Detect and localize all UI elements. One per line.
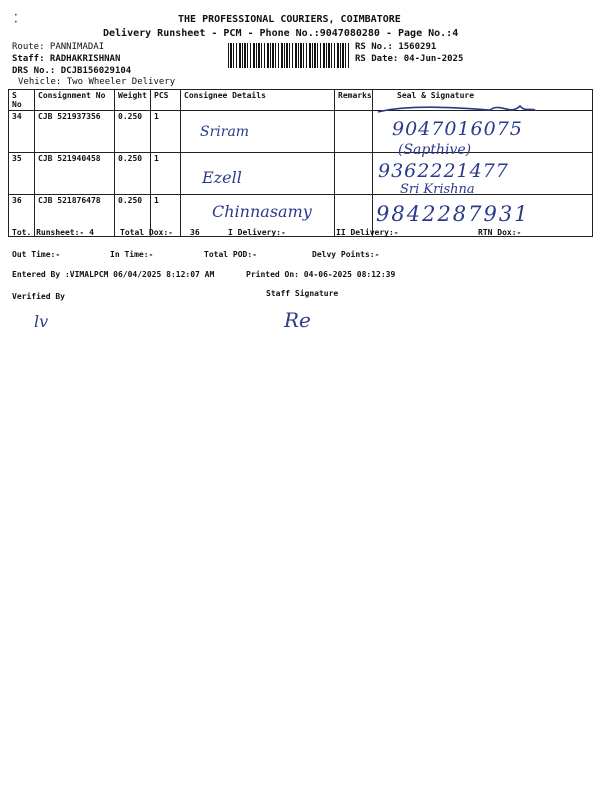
- total-dox-value: 36: [190, 228, 200, 237]
- staff-initial-handwriting: Re: [284, 308, 311, 332]
- row2-phone-handwriting: 9362221477: [378, 160, 509, 182]
- cell-pcs: 1: [151, 195, 181, 237]
- col-consignee: Consignee Details: [181, 90, 335, 111]
- cell-pcs: 1: [151, 111, 181, 153]
- col-remarks: Remarks: [335, 90, 373, 111]
- row3-consignee-handwriting: Chinnasamy: [212, 202, 312, 221]
- scan-mark: • •: [14, 12, 18, 26]
- col-consignment: Consignment No: [35, 90, 115, 111]
- entered-by: Entered By :VIMALPCM 06/04/2025 8:12:07 AM: [12, 270, 215, 279]
- cell-remarks: [335, 111, 373, 153]
- row1-phone-handwriting: 9047016075: [392, 118, 523, 140]
- route-text: Route: PANNIMADAI: [12, 42, 105, 52]
- cell-sno: 36: [9, 195, 35, 237]
- rtn-dox: RTN Dox:-: [478, 228, 522, 237]
- staff-signature-label: Staff Signature: [266, 289, 339, 298]
- cell-consignment: CJB 521937356: [35, 111, 115, 153]
- printed-on: Printed On: 04-06-2025 08:12:39: [246, 270, 396, 279]
- row2-note-handwriting: (Sapthive): [398, 142, 472, 158]
- rs-date-text: RS Date: 04-Jun-2025: [355, 54, 464, 64]
- col-sno: S No: [9, 90, 35, 111]
- out-time: Out Time:-: [12, 250, 61, 259]
- total-dox-label: Total Dox:-: [120, 228, 173, 237]
- ii-delivery: II Delivery:-: [336, 228, 399, 237]
- cell-consignment: CJB 521876478: [35, 195, 115, 237]
- cell-sno: 35: [9, 153, 35, 195]
- cell-consignment: CJB 521940458: [35, 153, 115, 195]
- in-time: In Time:-: [110, 250, 154, 259]
- drs-text: DRS No.: DCJB156029104: [12, 66, 132, 76]
- runsheet-subtitle: Delivery Runsheet - PCM - Phone No.:9047080280 - Page No.:4: [103, 28, 459, 39]
- total-pod: Total POD:-: [204, 250, 257, 259]
- row2-consignee-handwriting: Ezell: [202, 168, 242, 187]
- delvy-points: Delvy Points:-: [312, 250, 380, 259]
- row1-consignee-handwriting: Sriram: [200, 124, 250, 140]
- cell-sno: 34: [9, 111, 35, 153]
- verified-by-label: Verified By: [12, 292, 65, 301]
- col-pcs: PCS: [151, 90, 181, 111]
- cell-remarks: [335, 153, 373, 195]
- col-weight: Weight: [115, 90, 151, 111]
- i-delivery: I Delivery:-: [228, 228, 286, 237]
- staff-text: Staff: RADHAKRISHNAN: [12, 54, 121, 64]
- drs-barcode: [228, 43, 350, 68]
- cell-weight: 0.250: [115, 195, 151, 237]
- tot-runsheet: Tot. Runsheet:- 4: [12, 228, 94, 237]
- cell-pcs: 1: [151, 153, 181, 195]
- company-title: THE PROFESSIONAL COURIERS, COIMBATORE: [178, 14, 401, 25]
- cell-weight: 0.250: [115, 111, 151, 153]
- row3-note-handwriting: Sri Krishna: [400, 182, 475, 197]
- rs-no-text: RS No.: 1560291: [355, 42, 437, 52]
- vehicle-text: Vehicle: Two Wheeler Delivery: [18, 77, 176, 87]
- verified-initial-handwriting: lv: [34, 312, 49, 331]
- row3-phone-handwriting: 9842287931: [376, 202, 530, 226]
- col-seal: Seal & Signature: [373, 90, 593, 111]
- cell-weight: 0.250: [115, 153, 151, 195]
